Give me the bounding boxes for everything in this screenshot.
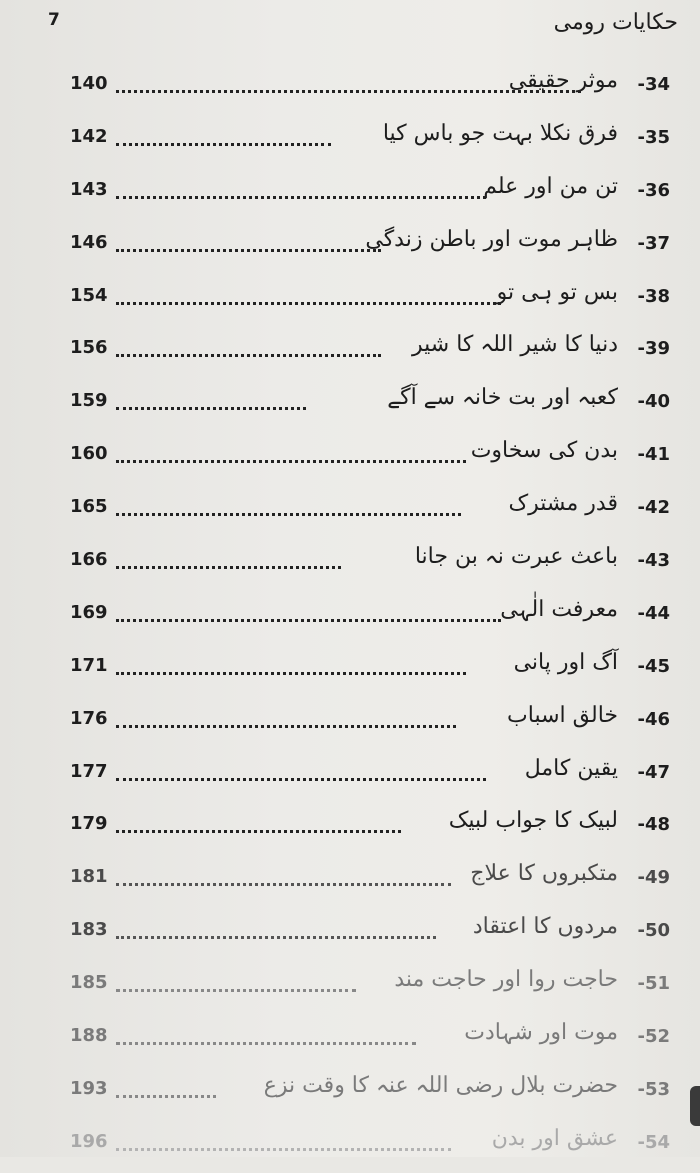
toc-entry-title: متکبروں کا علاج <box>470 861 618 887</box>
toc-entry-page: 183 <box>70 919 108 941</box>
dot-leader <box>116 143 331 146</box>
toc-entry-page: 185 <box>70 972 108 994</box>
toc-entry-number: -44 <box>637 602 670 624</box>
toc-entry-title: مردوں کا اعتقاد <box>472 914 618 940</box>
toc-entry-number: -40 <box>637 391 670 413</box>
toc-entry-page: 154 <box>70 284 108 306</box>
dot-leader <box>116 830 401 833</box>
toc-entry-title: کعبہ اور بت خانہ سے آگے <box>387 385 618 411</box>
toc-entry-title: لبیک کا جواب لبیک <box>448 808 618 834</box>
toc-entry-number: -46 <box>637 708 670 730</box>
dot-leader <box>116 566 341 569</box>
toc-entry-number: -47 <box>637 761 670 783</box>
toc-entry-page: 146 <box>70 231 108 253</box>
toc-entry <box>0 591 700 644</box>
toc-entry <box>0 750 700 803</box>
toc-entry-number: -38 <box>637 285 670 307</box>
toc-entry-number: -37 <box>637 232 670 254</box>
toc-entry-title: یقین کامل <box>524 755 618 781</box>
toc-entry-title: عشق اور بدن <box>491 1125 618 1151</box>
toc-entry-number: -34 <box>637 74 670 95</box>
toc-entry-title: حاجت روا اور حاجت مند <box>394 967 618 993</box>
dot-leader <box>116 1148 451 1151</box>
toc-entry <box>0 379 700 432</box>
toc-entry-title: بس تو ہی تو <box>496 279 618 305</box>
running-head: حکایات رومی <box>553 10 678 35</box>
dot-leader <box>116 407 306 410</box>
toc-entry <box>0 855 700 908</box>
toc-entry-number: -43 <box>637 550 670 572</box>
dot-leader <box>116 302 501 305</box>
toc-entry-page: 181 <box>70 866 108 888</box>
toc-entry-page: 179 <box>70 813 108 835</box>
dot-leader <box>116 672 466 675</box>
dot-leader <box>116 249 381 252</box>
dot-leader <box>116 90 581 93</box>
table-of-contents <box>0 62 700 1173</box>
toc-entry-number: -42 <box>637 497 670 519</box>
toc-entry <box>0 538 700 591</box>
toc-entry-number: -36 <box>637 179 670 201</box>
toc-entry-page: 165 <box>70 496 108 518</box>
toc-entry-number: -53 <box>637 1078 670 1100</box>
toc-entry-number: -50 <box>637 920 670 942</box>
toc-entry-number: -52 <box>637 1026 670 1048</box>
toc-entry <box>0 274 700 327</box>
toc-entry <box>0 697 700 750</box>
toc-entry-page: 176 <box>70 707 108 729</box>
dot-leader <box>116 725 456 728</box>
toc-entry-page: 143 <box>70 178 108 200</box>
toc-entry <box>0 644 700 697</box>
toc-entry-page: 156 <box>70 337 108 359</box>
toc-entry-page: 177 <box>70 760 108 782</box>
dot-leader <box>116 460 466 463</box>
toc-entry-page: 142 <box>70 125 108 147</box>
dot-leader <box>116 883 451 886</box>
toc-entry-number: -39 <box>637 338 670 360</box>
toc-entry <box>0 432 700 485</box>
toc-entry-page: 160 <box>70 443 108 465</box>
dot-leader <box>116 778 486 781</box>
toc-entry-title: تن من اور علم <box>483 173 618 199</box>
toc-entry-title: ظاہر موت اور باطن زندگی <box>365 226 618 252</box>
toc-entry <box>0 168 700 221</box>
toc-entry-number: -35 <box>637 126 670 148</box>
toc-entry-page: 140 <box>70 73 108 94</box>
toc-entry-title: موت اور شہادت <box>464 1020 618 1046</box>
toc-entry-page: 159 <box>70 390 108 412</box>
toc-entry <box>0 221 700 274</box>
dot-leader <box>116 513 461 516</box>
toc-entry-title: دنیا کا شیر اللہ کا شیر <box>412 332 618 358</box>
toc-entry <box>0 485 700 538</box>
binding-shadow <box>690 1086 700 1126</box>
dot-leader <box>116 354 381 357</box>
toc-entry <box>0 908 700 961</box>
dot-leader <box>116 936 436 939</box>
toc-entry-title: باعث عبرت نہ بن جانا <box>414 544 618 570</box>
toc-entry <box>0 961 700 1014</box>
toc-entry-number: -45 <box>637 655 670 677</box>
dot-leader <box>116 989 356 992</box>
toc-entry-number: -41 <box>637 444 670 466</box>
dot-leader <box>116 1042 416 1045</box>
toc-entry-title: موثر حقیقی <box>508 68 618 93</box>
toc-entry <box>0 326 700 379</box>
toc-entry <box>0 62 700 115</box>
toc-entry-page: 166 <box>70 549 108 571</box>
toc-entry-page: 171 <box>70 654 108 676</box>
toc-entry-number: -49 <box>637 867 670 889</box>
toc-entry <box>0 1067 700 1120</box>
toc-entry-page: 188 <box>70 1025 108 1047</box>
toc-entry <box>0 115 700 168</box>
toc-entry <box>0 802 700 855</box>
toc-entry-title: قدر مشترک <box>508 491 618 517</box>
toc-entry-title: حضرت بلال رضی اللہ عنہ کا وقت نزع <box>263 1072 618 1098</box>
toc-entry-title: فرق نکلا بہت جو باس کیا <box>382 120 618 146</box>
dot-leader <box>116 1095 216 1098</box>
toc-entry-title: معرفت الٰہی <box>500 596 618 622</box>
toc-entry-number: -48 <box>637 814 670 836</box>
toc-entry-number: -51 <box>637 973 670 995</box>
dot-leader <box>116 196 486 199</box>
toc-entry-title: خالق اسباب <box>507 702 618 728</box>
toc-entry-page: 196 <box>70 1130 108 1152</box>
toc-entry <box>0 1014 700 1067</box>
toc-entry-title: آگ اور پانی <box>513 649 618 675</box>
toc-entry-page: 169 <box>70 601 108 623</box>
toc-entry-page: 193 <box>70 1077 108 1099</box>
dot-leader <box>116 619 501 622</box>
toc-entry-title: بدن کی سخاوت <box>470 438 618 464</box>
toc-entry-number: -54 <box>637 1131 670 1153</box>
page-number: 7 <box>48 10 60 30</box>
toc-entry <box>0 1120 700 1173</box>
